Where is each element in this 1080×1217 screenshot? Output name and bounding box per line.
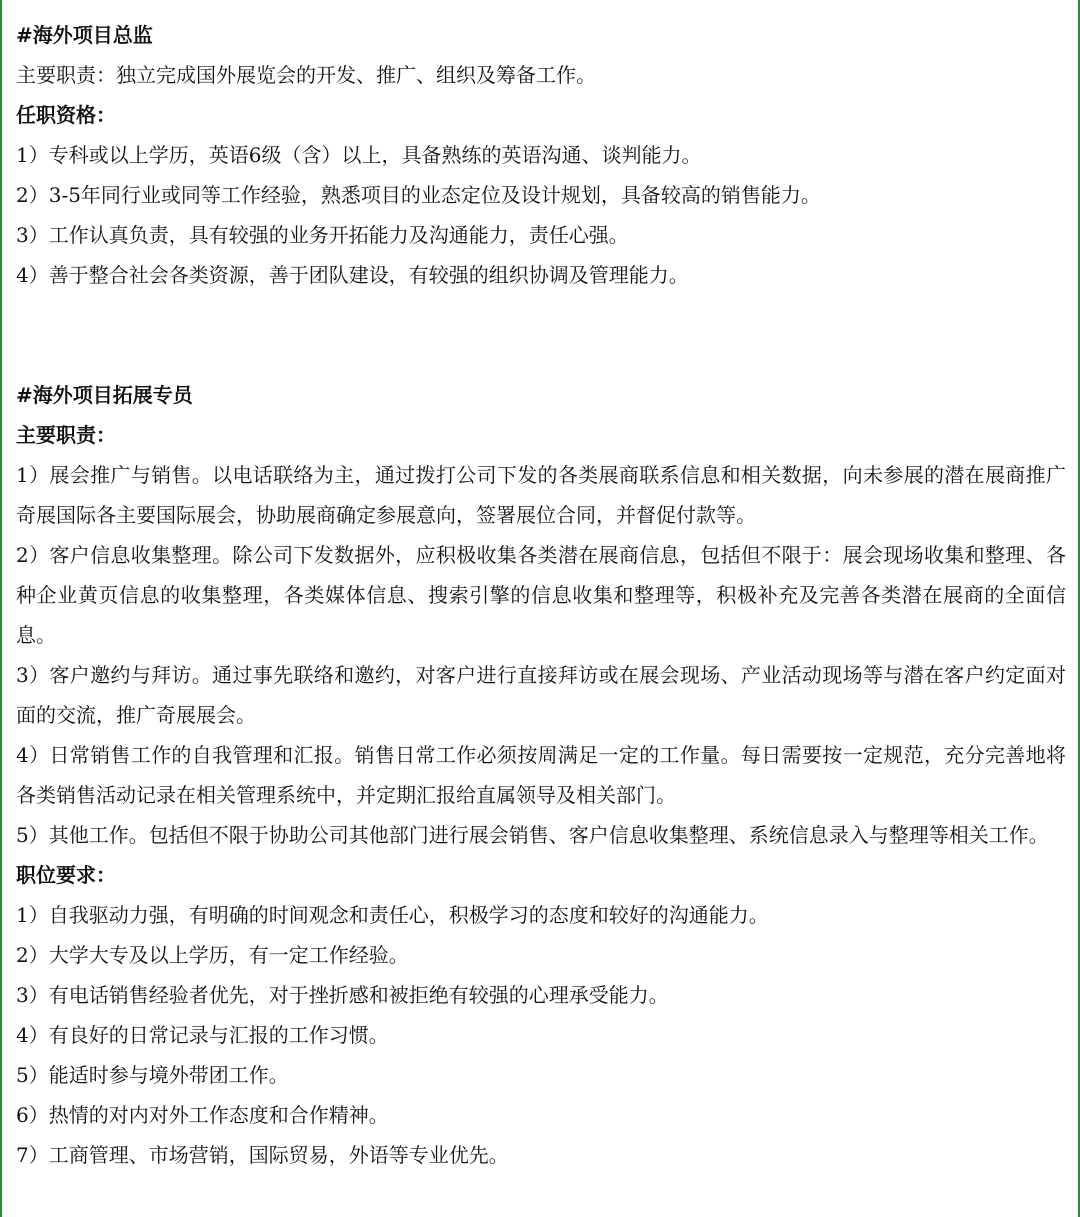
director-qual-item: 3）工作认真负责，具有较强的业务开拓能力及沟通能力，责任心强。 <box>16 223 629 247</box>
specialist-duty-item: 4）日常销售工作的自我管理和汇报。销售日常工作必须按周满足一定的工作量。每日需要按一定规范，充分完善地将各类销售活动记录在相关管理系统中，并定期汇报给直属领导及相关部门。 <box>16 743 1066 807</box>
section-spacer <box>16 295 1066 375</box>
specialist-req-item: 3）有电话销售经验者优先，对于挫折感和被拒绝有较强的心理承受能力。 <box>16 983 669 1007</box>
specialist-duty-item: 2）客户信息收集整理。除公司下发数据外，应积极收集各类潜在展商信息，包括但不限于：展会现场收集和整理、各种企业黄页信息的收集整理，各类媒体信息、搜索引擎的信息收集和整理等，积极补充及完善各类潜在展商的全面信息。 <box>16 543 1066 647</box>
director-qual-label: 任职资格： <box>16 103 116 127</box>
specialist-req-item: 5）能适时参与境外带团工作。 <box>16 1063 289 1087</box>
specialist-duty-item: 3）客户邀约与拜访。通过事先联络和邀约，对客户进行直接拜访或在展会现场、产业活动现场等与潜在客户约定面对面的交流，推广奇展展会。 <box>16 663 1066 727</box>
section-overseas-specialist <box>16 375 1066 1175</box>
specialist-req-item: 4）有良好的日常记录与汇报的工作习惯。 <box>16 1023 389 1047</box>
director-qual-item: 1）专科或以上学历，英语6级（含）以上，具备熟练的英语沟通、谈判能力。 <box>16 143 702 167</box>
specialist-duty-label: 主要职责： <box>16 423 116 447</box>
specialist-req-label: 职位要求： <box>16 863 116 887</box>
section-title-director: #海外项目总监 <box>16 23 153 47</box>
specialist-req-item: 6）热情的对内对外工作态度和合作精神。 <box>16 1103 389 1127</box>
director-qual-item: 4）善于整合社会各类资源，善于团队建设，有较强的组织协调及管理能力。 <box>16 263 689 287</box>
specialist-req-item: 7）工商管理、市场营销，国际贸易，外语等专业优先。 <box>16 1143 509 1167</box>
section-title-specialist: #海外项目拓展专员 <box>16 383 193 407</box>
specialist-duty-item: 5）其他工作。包括但不限于协助公司其他部门进行展会销售、客户信息收集整理、系统信息录入与整理等相关工作。 <box>16 823 1049 847</box>
director-duty: 主要职责：独立完成国外展览会的开发、推广、组织及筹备工作。 <box>16 63 596 87</box>
section-overseas-director <box>16 15 1066 295</box>
specialist-duty-item: 1）展会推广与销售。以电话联络为主，通过拨打公司下发的各类展商联系信息和相关数据，向未参展的潜在展商推广奇展国际各主要国际展会，协助展商确定参展意向，签署展位合同，并督促付款等。 <box>16 463 1066 527</box>
specialist-req-item: 2）大学大专及以上学历，有一定工作经验。 <box>16 943 409 967</box>
director-qual-item: 2）3-5年同行业或同等工作经验，熟悉项目的业态定位及设计规划，具备较高的销售能力。 <box>16 183 821 207</box>
document-body <box>16 15 1066 1175</box>
specialist-req-item: 1）自我驱动力强，有明确的时间观念和责任心，积极学习的态度和较好的沟通能力。 <box>16 903 769 927</box>
